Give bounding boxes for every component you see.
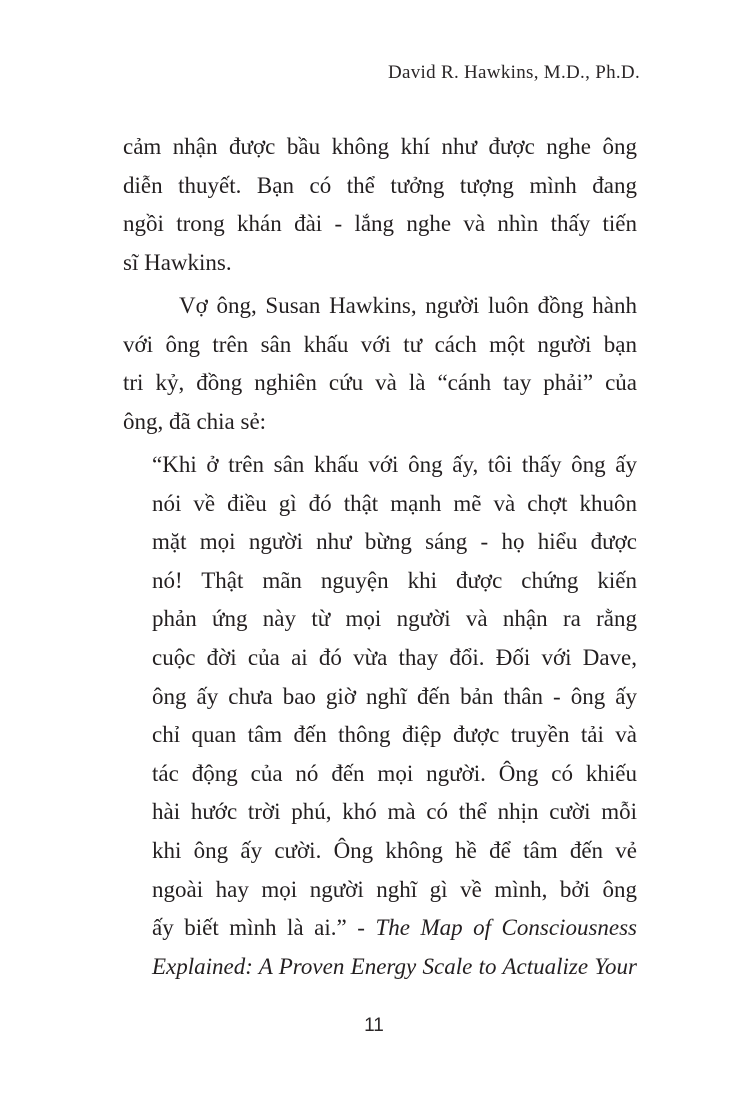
text-line: ngồi trong khán đài - lắng nghe và nhìn thấy tiến bbox=[123, 211, 637, 237]
text-line: cảm nhận được bầu không khí như được nghe ông bbox=[123, 134, 637, 159]
block-quote bbox=[152, 446, 637, 986]
quote-line: chỉ quan tâm đến thông điệp được truyền tải và bbox=[152, 722, 637, 748]
page-number: 11 bbox=[364, 1015, 384, 1036]
text-line: tri kỷ, đồng nghiên cứu và là “cánh tay phải” của bbox=[123, 370, 637, 396]
text-line: sĩ Hawkins. bbox=[123, 249, 232, 275]
book-title-part-2: Explained: A Proven Energy Scale to Actualize Your bbox=[152, 953, 637, 979]
quote-line: phản ứng này từ mọi người và nhận ra rằng bbox=[152, 606, 637, 632]
quote-line: khi ông ấy cười. Ông không hề để tâm đến vẻ bbox=[152, 837, 637, 863]
quote-closing-line bbox=[152, 909, 637, 948]
quote-line: nói về điều gì đó thật mạnh mẽ và chợt khuôn bbox=[152, 490, 637, 516]
text-line: Vợ ông, Susan Hawkins, người luôn đồng hành bbox=[179, 293, 637, 318]
quote-line: ngoài hay mọi người nghĩ gì về mình, bởi ông bbox=[152, 876, 637, 902]
quote-closing-text: ấy biết mình là ai.” - bbox=[152, 915, 376, 941]
book-title-part-1: The Map of Consciousness bbox=[375, 915, 638, 941]
body-paragraph-2 bbox=[123, 287, 637, 441]
running-header: David R. Hawkins, M.D., Ph.D. bbox=[387, 62, 640, 83]
quote-line: mặt mọi người như bừng sáng - họ hiểu được bbox=[152, 529, 637, 555]
text-line: diễn thuyết. Bạn có thể tưởng tượng mình đang bbox=[123, 172, 637, 198]
quote-line: tác động của nó đến mọi người. Ông có khiếu bbox=[152, 760, 637, 786]
quote-line: “Khi ở trên sân khấu với ông ấy, tôi thấy ông ấy bbox=[152, 452, 637, 477]
text-line: với ông trên sân khấu với tư cách một người bạn bbox=[123, 331, 637, 357]
quote-line: ông ấy chưa bao giờ nghĩ đến bản thân - ông ấy bbox=[152, 683, 637, 709]
text-line: ông, đã chia sẻ: bbox=[123, 408, 267, 434]
quote-line: cuộc đời của ai đó vừa thay đổi. Đối với Dave, bbox=[152, 644, 637, 670]
quote-line: hài hước trời phú, khó mà có thể nhịn cười mỗi bbox=[152, 799, 637, 825]
quote-line: nó! Thật mãn nguyện khi được chứng kiến bbox=[152, 567, 637, 593]
body-paragraph-1 bbox=[123, 128, 637, 282]
